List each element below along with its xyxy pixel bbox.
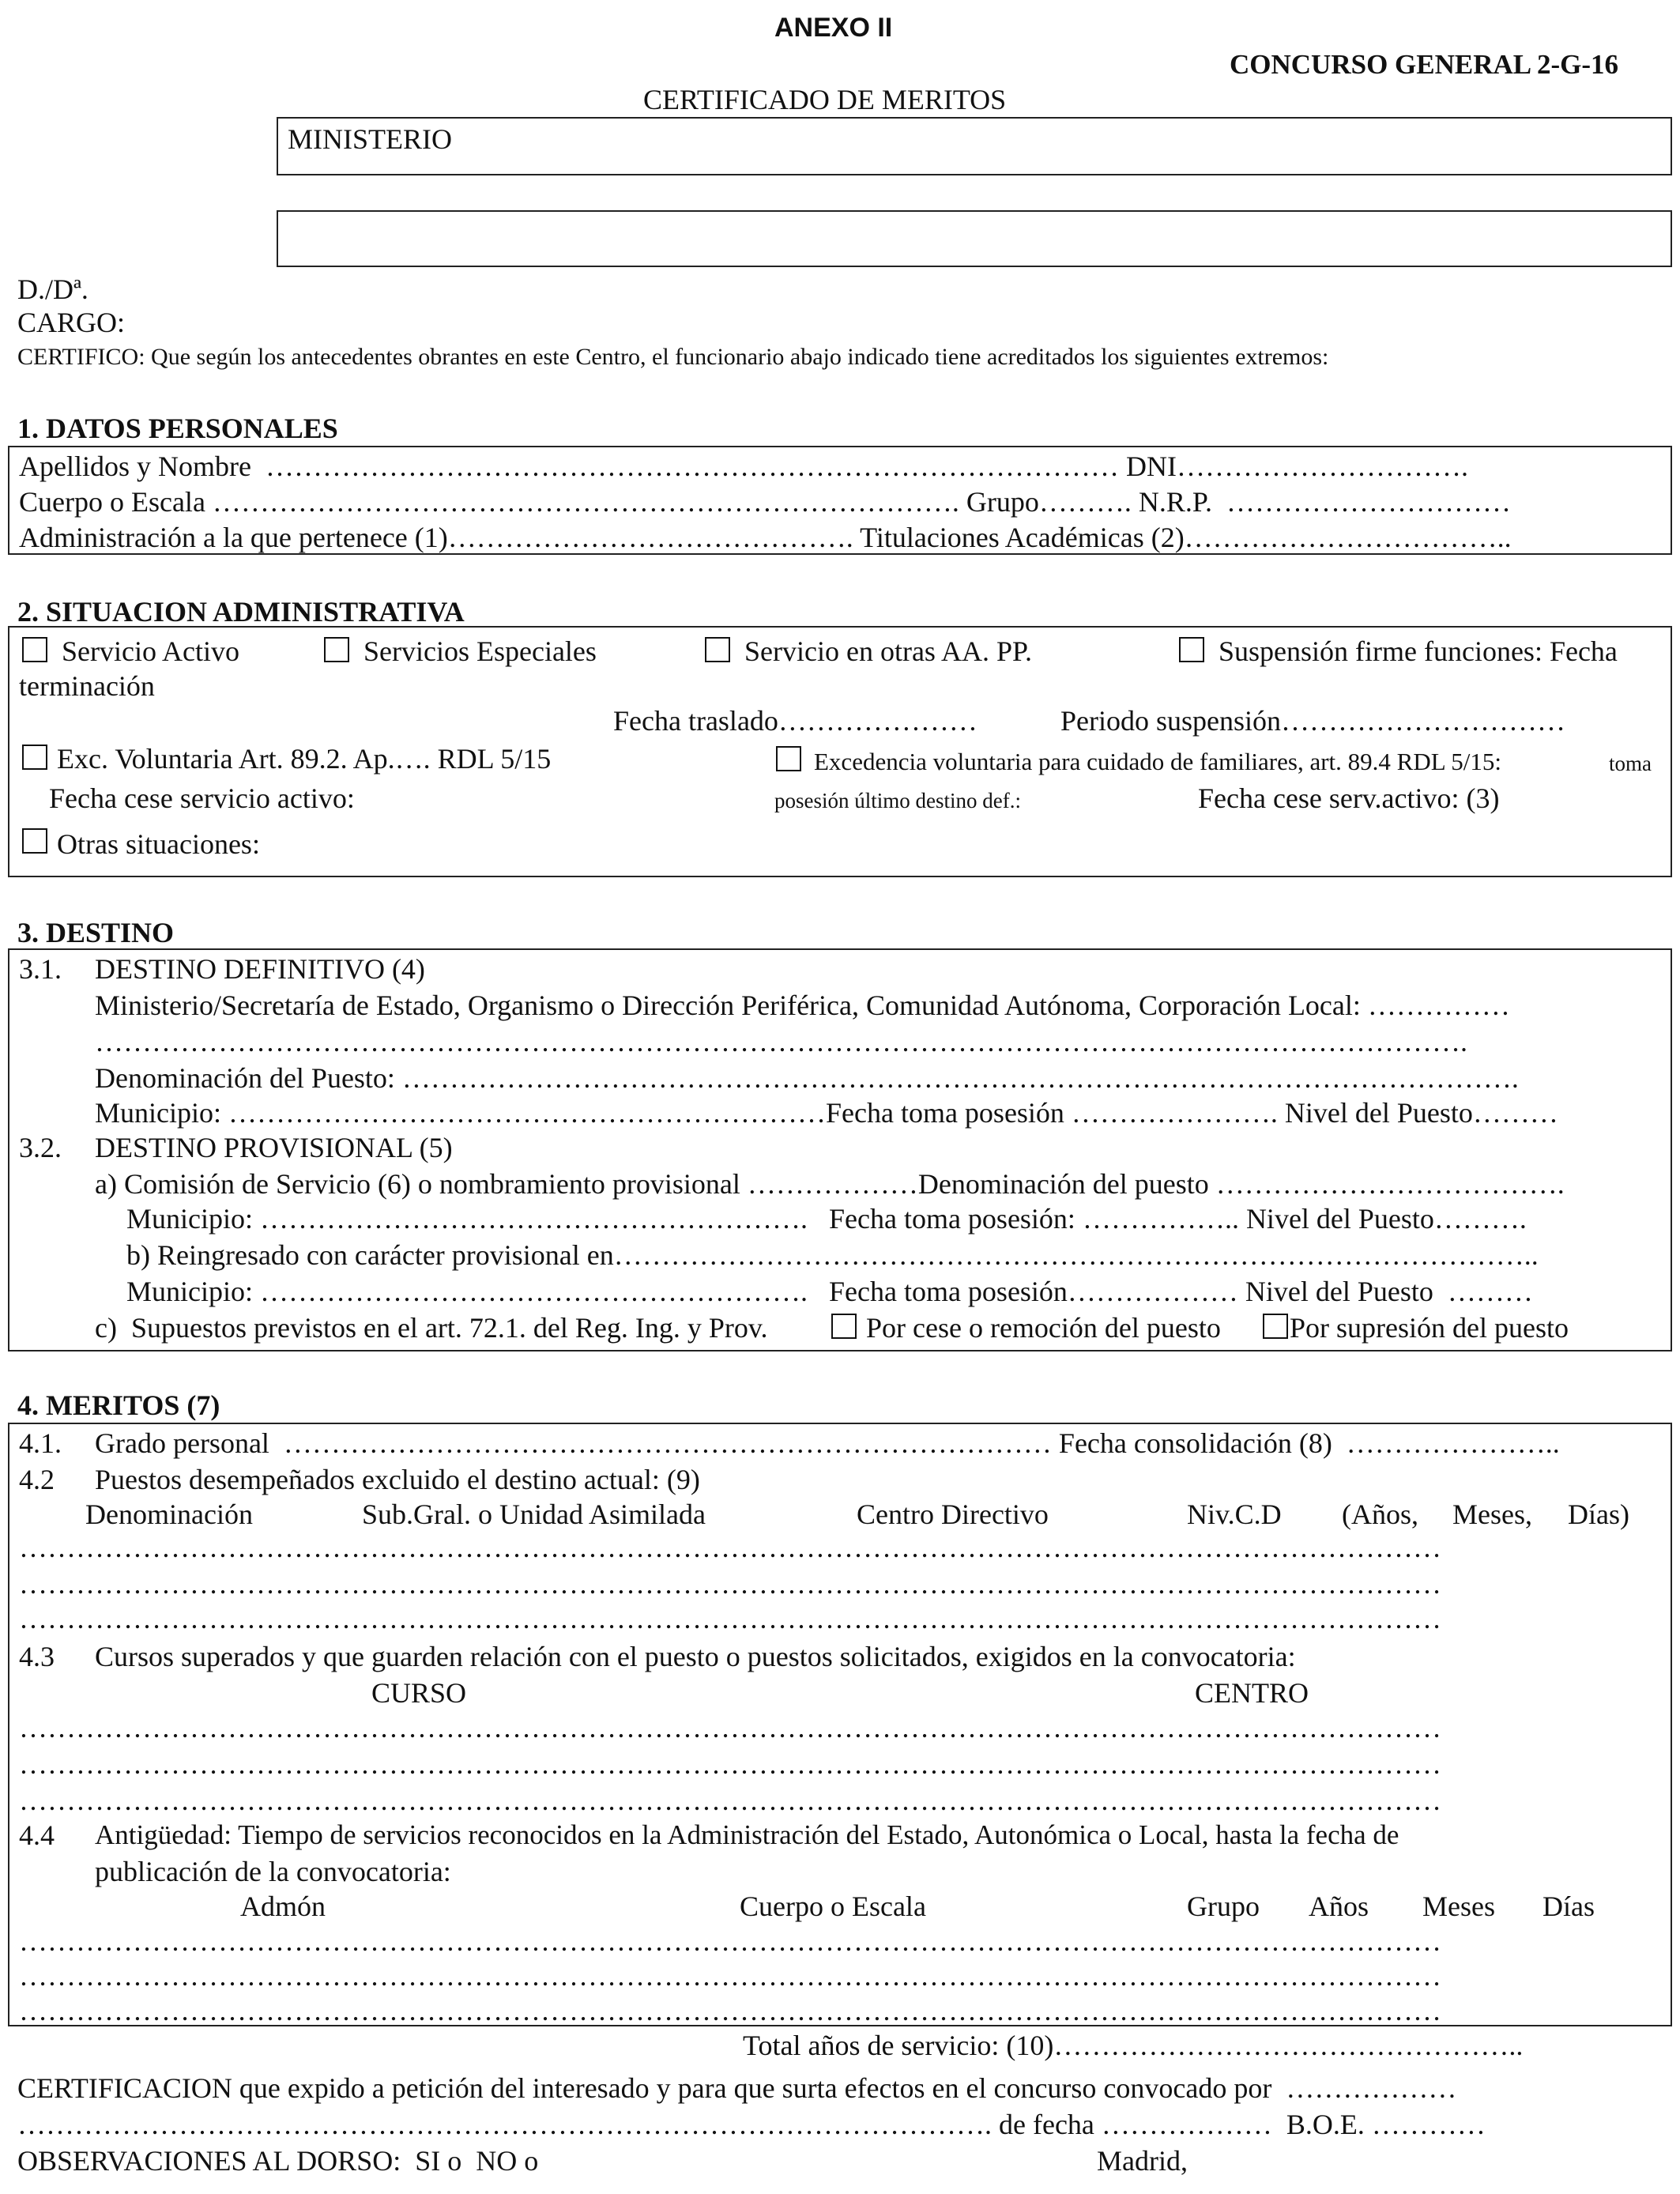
dd-label: D./Dª.	[17, 273, 89, 305]
suspension-label: Suspensión firme funciones: Fecha	[1219, 635, 1618, 667]
cursos-label: Cursos superados y que guarden relación con el puesto o puestos solicitados, exigidos en la convocatoria:	[95, 1641, 1296, 1672]
checkbox-excedencia-familiares[interactable]	[776, 746, 801, 771]
periodo-suspension-field[interactable]: Periodo suspensión…………………………	[1060, 705, 1565, 737]
fecha-traslado-field[interactable]: Fecha traslado…………………	[613, 705, 977, 737]
servicio-activo-label: Servicio Activo	[62, 635, 239, 667]
apellidos-line[interactable]: Apellidos y Nombre ……………………………………………………………………………… DNI………………………….	[19, 450, 1468, 482]
observaciones-label[interactable]: OBSERVACIONES AL DORSO: SI o NO o	[17, 2145, 539, 2177]
exc-voluntaria-label: Exc. Voluntaria Art. 89.2. Ap.…. RDL 5/15	[57, 743, 552, 775]
puestos-row[interactable]: ……………………………………………………………………………………………………………………………………	[19, 1603, 1441, 1634]
num-4-2: 4.2	[19, 1464, 55, 1495]
antiguedad-row[interactable]: ……………………………………………………………………………………………………………………………………	[19, 1925, 1441, 1957]
servicios-especiales-label: Servicios Especiales	[363, 635, 597, 667]
section-2-title: 2. SITUACION ADMINISTRATIVA	[17, 596, 465, 628]
col-centro-directivo: Centro Directivo	[857, 1498, 1049, 1530]
col-centro: CENTRO	[1195, 1677, 1309, 1709]
checkbox-exc-voluntaria[interactable]	[22, 745, 47, 770]
supuestos-line: c) Supuestos previstos en el art. 72.1. del Reg. Ing. y Prov.	[95, 1312, 768, 1344]
col-anos-2: Años	[1309, 1891, 1369, 1922]
puestos-label: Puestos desempeñados excluido el destino actual: (9)	[95, 1464, 700, 1495]
antiguedad-row[interactable]: ……………………………………………………………………………………………………………………………………	[19, 1960, 1441, 1992]
posesion-ultimo-label[interactable]: posesión último destino def.:	[774, 789, 1021, 812]
section-2-box	[8, 626, 1672, 877]
col-curso: CURSO	[371, 1677, 467, 1709]
comision-servicio-line[interactable]: a) Comisión de Servicio (6) o nombramiento provisional ………………Denominación del puesto ……………………………….	[95, 1168, 1565, 1200]
checkbox-servicios-especiales[interactable]	[324, 637, 349, 662]
col-anos: (Años,	[1342, 1498, 1418, 1530]
otras-situaciones-label: Otras situaciones:	[57, 828, 260, 860]
supresion-label: Por supresión del puesto	[1290, 1312, 1569, 1344]
contest-code: CONCURSO GENERAL 2-G-16	[1230, 49, 1618, 80]
section-3-box	[8, 948, 1672, 1351]
col-cuerpo-escala: Cuerpo o Escala	[740, 1891, 926, 1922]
excedencia-familiares-label: Excedencia voluntaria para cuidado de familiares, art. 89.4 RDL 5/15:	[814, 748, 1501, 775]
col-nivcd: Niv.C.D	[1187, 1498, 1282, 1530]
municipio-definitivo-line[interactable]: Municipio: ………………………………………………………Fecha toma posesión …………………. Nivel del Puesto………	[95, 1097, 1558, 1129]
antiguedad-label: Antigüedad: Tiempo de servicios reconocidos en la Administración del Estado, Autonómica o Local, hasta la fecha de	[95, 1819, 1399, 1850]
col-meses-2: Meses	[1422, 1891, 1495, 1922]
municipio-b-line[interactable]: Municipio: …………………………………………………. Fecha toma posesión……………… Nivel del Puesto ………	[126, 1276, 1533, 1307]
certifico-text: CERTIFICO: Que según los antecedentes obrantes en este Centro, el funcionario abajo indicado tiene acreditados los siguientes extremos:	[17, 344, 1329, 370]
fecha-cese-serv-label[interactable]: Fecha cese serv.activo: (3)	[1198, 782, 1500, 814]
ministry-value-field[interactable]	[277, 210, 1672, 267]
section-3-title: 3. DESTINO	[17, 917, 175, 948]
certificacion-line[interactable]: CERTIFICACION que expido a petición del interesado y para que surta efectos en el concurso convocado por ………………	[17, 2072, 1457, 2104]
municipio-a-line[interactable]: Municipio: …………………………………………………. Fecha toma posesión: …………….. Nivel del Puesto……….	[126, 1203, 1527, 1235]
cargo-label: CARGO:	[17, 307, 126, 338]
toma-label: toma	[1609, 752, 1652, 775]
num-4-1: 4.1.	[19, 1427, 62, 1459]
ministerio-line[interactable]: Ministerio/Secretaría de Estado, Organismo o Dirección Periférica, Comunidad Autónoma, Corporación Local: ……………	[95, 990, 1510, 1021]
num-4-4: 4.4	[19, 1819, 55, 1851]
otras-aapp-label: Servicio en otras AA. PP.	[744, 635, 1032, 667]
checkbox-suspension[interactable]	[1179, 637, 1204, 662]
puestos-row[interactable]: ……………………………………………………………………………………………………………………………………	[19, 1532, 1441, 1563]
denominacion-puesto-line[interactable]: Denominación del Puesto: ……………………………………………………………………………………………………….	[95, 1062, 1519, 1094]
administracion-line[interactable]: Administración a la que pertenece (1)……………………………………. Titulaciones Académicas (2)……………………………..	[19, 522, 1512, 553]
cuerpo-line[interactable]: Cuerpo o Escala ……………………………………………………………………. Grupo………. N.R.P. …………………………	[19, 486, 1511, 518]
destino-provisional-label: DESTINO PROVISIONAL (5)	[95, 1132, 453, 1163]
checkbox-otras-situaciones[interactable]	[22, 828, 47, 854]
antiguedad-row[interactable]: ……………………………………………………………………………………………………………………………………	[19, 1995, 1441, 2026]
certificate-title: CERTIFICADO DE MERITOS	[643, 84, 1007, 115]
cursos-row[interactable]: ……………………………………………………………………………………………………………………………………	[19, 1712, 1441, 1744]
col-subgral: Sub.Gral. o Unidad Asimilada	[362, 1498, 706, 1530]
section-4-title: 4. MERITOS (7)	[17, 1389, 220, 1421]
ministry-label: MINISTERIO	[288, 123, 452, 155]
publicacion-label: publicación de la convocatoria:	[95, 1856, 451, 1887]
section-1-title: 1. DATOS PERSONALES	[17, 413, 338, 444]
checkbox-otras-aapp[interactable]	[705, 637, 730, 662]
ministry-field[interactable]	[277, 117, 1672, 175]
ministerio-cont-line[interactable]: ……………………………………………………………………………………………………………………………….	[95, 1026, 1467, 1057]
grado-personal-line[interactable]: Grado personal ……………………………………………………………………… Fecha consolidación (8) …………………..	[95, 1427, 1560, 1459]
num-3-1: 3.1.	[19, 953, 62, 985]
cese-remocion-label: Por cese o remoción del puesto	[866, 1312, 1221, 1344]
col-dias-2: Días	[1543, 1891, 1595, 1922]
col-dias: Días)	[1568, 1498, 1629, 1530]
col-denominacion: Denominación	[85, 1498, 253, 1530]
col-admon: Admón	[240, 1891, 326, 1922]
col-grupo: Grupo	[1187, 1891, 1260, 1922]
puestos-row[interactable]: ……………………………………………………………………………………………………………………………………	[19, 1568, 1441, 1600]
col-meses: Meses,	[1452, 1498, 1532, 1530]
fecha-boe-line[interactable]: …………………………………………………………………………………………. de fecha ……………… B.O.E. …………	[17, 2109, 1486, 2140]
terminacion-label: terminación	[19, 670, 155, 702]
checkbox-cese-remocion[interactable]	[831, 1314, 857, 1339]
num-3-2: 3.2.	[19, 1132, 62, 1163]
fecha-cese-activo-label[interactable]: Fecha cese servicio activo:	[49, 782, 355, 814]
num-4-3: 4.3	[19, 1641, 55, 1672]
annex-title: ANEXO II	[774, 13, 893, 43]
madrid-label: Madrid,	[1097, 2145, 1188, 2177]
section-1-box	[8, 446, 1672, 555]
checkbox-supresion[interactable]	[1263, 1314, 1288, 1339]
cursos-row[interactable]: ……………………………………………………………………………………………………………………………………	[19, 1785, 1441, 1816]
total-anos-servicio[interactable]: Total años de servicio: (10)…………………………………………..	[743, 2030, 1524, 2061]
checkbox-servicio-activo[interactable]	[22, 637, 47, 662]
cursos-row[interactable]: ……………………………………………………………………………………………………………………………………	[19, 1748, 1441, 1780]
section-4-box	[8, 1423, 1672, 2026]
destino-definitivo-label: DESTINO DEFINITIVO (4)	[95, 953, 425, 985]
reingresado-line[interactable]: b) Reingresado con carácter provisional en……………………………………………………………………………………..	[126, 1239, 1539, 1271]
